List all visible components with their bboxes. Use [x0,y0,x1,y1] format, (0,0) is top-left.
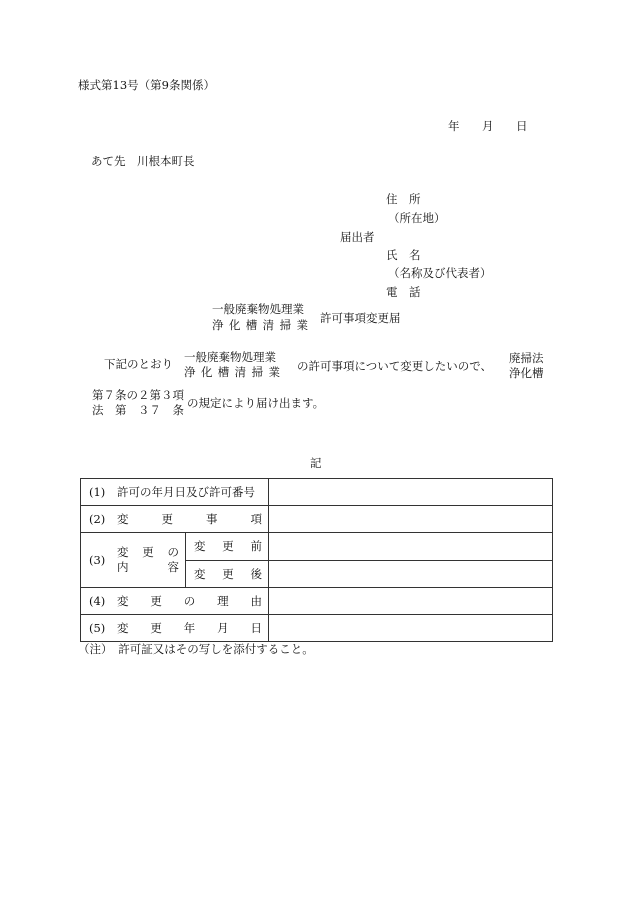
name-note: （名称及び代表者） [388,266,492,280]
name-label: 氏 名 [386,248,421,262]
body-business-line1: 一般廃棄物処理業 [184,350,276,364]
table-row [81,479,553,506]
row2-label-cell [81,506,269,533]
form-number: 様式第13号（第9条関係） [78,78,215,92]
row4-value[interactable] [269,588,553,615]
address-note: （所在地） [388,211,446,225]
row2-number: (2) [89,512,106,526]
body-business-line2: 浄 化 槽 清 掃 業 [184,365,280,379]
row3-label-line2: 内 容 [117,560,179,574]
title-suffix: 許可事項変更届 [320,311,401,325]
row1-label-cell [81,479,269,506]
title-business-line1: 一般廃棄物処理業 [212,302,304,316]
date-day-label: 日 [516,119,528,133]
row3-label-line1: 変 更 の [117,545,179,559]
body-mid: の許可事項について変更したいので、 [297,359,493,373]
row3-label-cell [81,533,186,588]
row5-label: 変 更 年 月 日 [117,621,262,635]
title-business-line2: 浄 化 槽 清 掃 業 [212,318,308,332]
address-label: 住 所 [386,192,421,206]
row5-label-cell [81,615,269,642]
table-row [81,533,553,561]
row1-value[interactable] [269,479,553,506]
row5-number: (5) [89,621,106,635]
ki-heading: 記 [310,456,322,470]
article-line2: 法 第 ３７ 条 [92,403,184,417]
row3-number: (3) [89,553,106,567]
law-line1: 廃掃法 [509,351,544,365]
row3-after-value[interactable] [269,560,553,588]
table-row [81,615,553,642]
row4-number: (4) [89,594,106,608]
body-ending: の規定により届け出ます。 [187,396,325,410]
row3-before-label-cell [186,533,269,561]
sender-role: 届出者 [340,230,375,244]
row4-label-cell [81,588,269,615]
row3-before-value[interactable] [269,533,553,561]
addressee: あて先 川根本町長 [91,154,195,168]
row2-label: 変 更 事 項 [117,512,262,526]
details-table [80,478,553,642]
row3-after-label-cell [186,560,269,588]
body-prefix: 下記のとおり [104,357,173,371]
footnote: （注） 許可証又はその写しを添付すること。 [78,642,314,656]
table-row [81,588,553,615]
table-row [81,506,553,533]
phone-label: 電 話 [386,285,421,299]
row4-label: 変 更 の 理 由 [117,594,262,608]
row2-value[interactable] [269,506,553,533]
row1-number: (1) [89,485,106,499]
law-line2: 浄化槽 [509,366,544,380]
row3-after-label: 変 更 後 [194,566,262,581]
row1-label: 許可の年月日及び許可番号 [117,485,255,499]
date-year-label: 年 [448,119,460,133]
article-line1: 第７条の２第３項 [92,388,184,402]
row3-before-label: 変 更 前 [194,539,262,554]
date-month-label: 月 [482,119,494,133]
row5-value[interactable] [269,615,553,642]
